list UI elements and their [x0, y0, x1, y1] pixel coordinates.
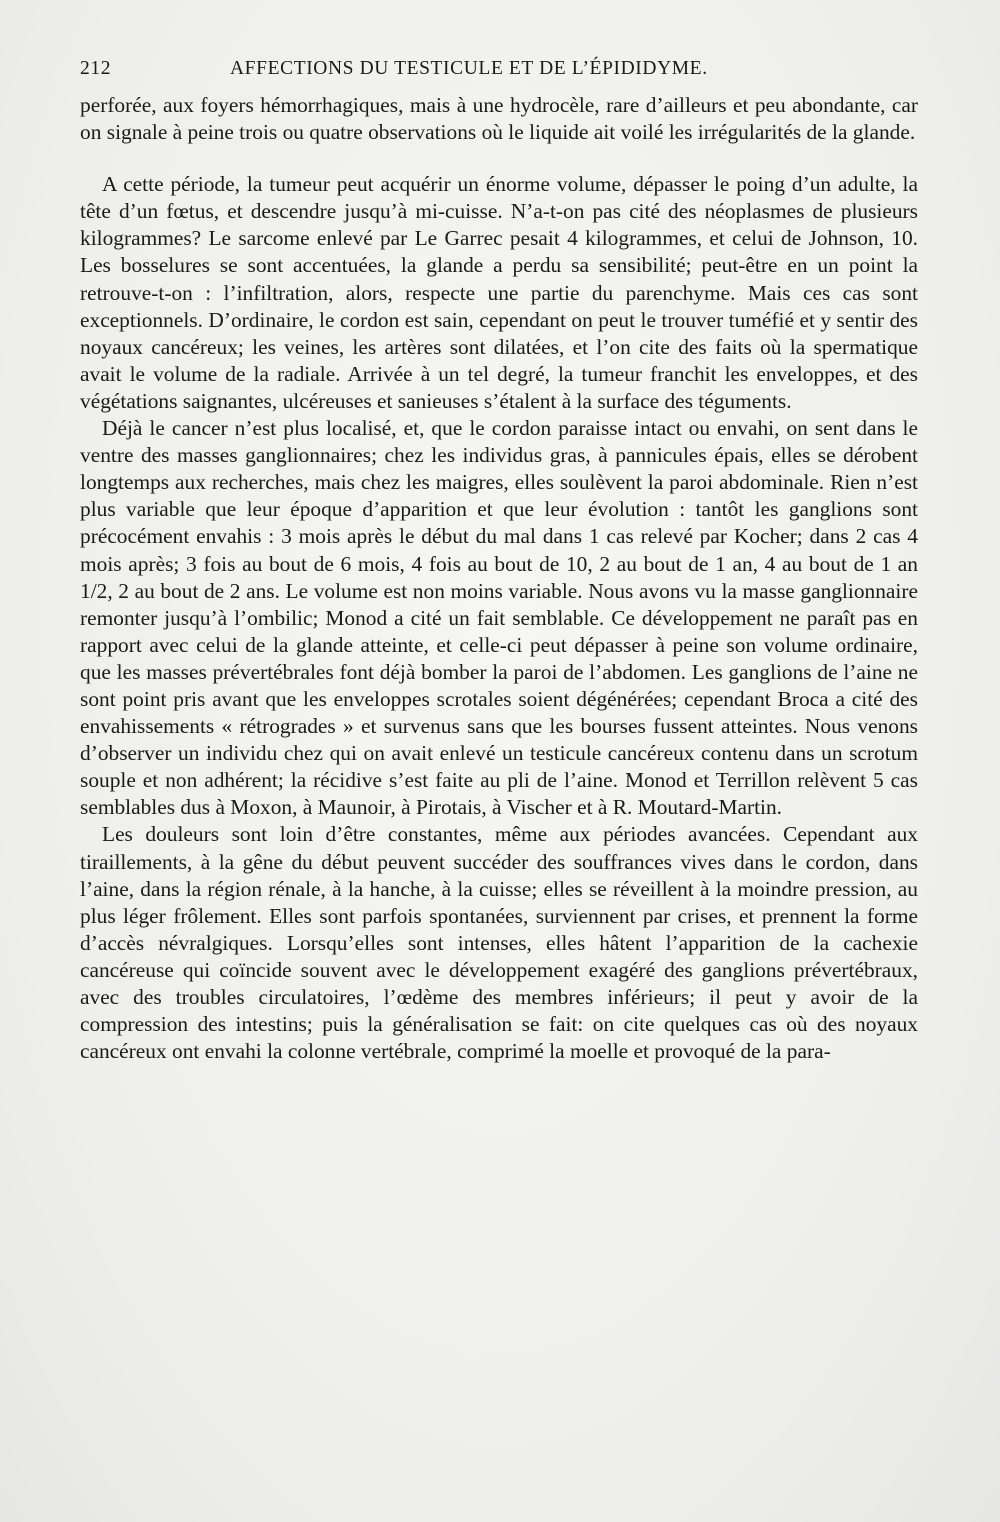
body-text [80, 92, 918, 1065]
paragraph-pain: Les douleurs sont loin d’être constantes, même aux périodes avancées. Cependant aux tiraillements, à la gêne du début peuvent succéder des souffrances vives dans le cordon, dans l’aine, dans la région rénale, à la hanche, à la cuisse; elles se réveillent à la moindre pression, au plus léger frôlement. Elles sont parfois spontanées, surviennent par crises, et prennent la forme d’accès névralgiques. Lorsqu’elles sont intenses, elles hâtent l’apparition de la cachexie cancéreuse qui coïncide souvent avec le développement exagéré des ganglions prévertébraux, avec des troubles circulatoires, l’œdème des membres inférieurs; il peut y avoir de la compression des intestins; puis la généralisation se fait: on cite quelques cas où des noyaux cancéreux ont envahi la colonne vertébrale, comprimé la moelle et provoqué de la para- [80, 822, 918, 1064]
running-title: AFFECTIONS DU TESTICULE ET DE L’ÉPIDIDYME. [230, 58, 708, 79]
paragraph-continuation: perforée, aux foyers hémorrhagiques, mais à une hydrocèle, rare d’ailleurs et peu abondante, car on signale à peine trois ou quatre observations où le liquide ait voilé les irrégularités de la glande. [80, 93, 918, 145]
paragraph-ganglionic-masses: Déjà le cancer n’est plus localisé, et, que le cordon paraisse intact ou envahi, on sent dans le ventre des masses ganglionnaires; chez les individus gras, à pannicules épais, elles se dérobent longtemps aux recherches, mais chez les maigres, elles soulèvent la paroi abdominale. Rien n’est plus variable que leur époque d’apparition et que leur évolution : tantôt les ganglions sont précocément envahis : 3 mois après le début du mal dans 1 cas relevé par Kocher; dans 2 cas 4 mois après; 3 fois au bout de 6 mois, 4 fois au bout de 10, 2 au bout de 1 an, 4 au bout de 1 an 1/2, 2 au bout de 2 ans. Le volume est non moins variable. Nous avons vu la masse ganglionnaire remonter jusqu’à l’ombilic; Monod a cité un fait semblable. Ce développement ne paraît pas en rapport avec celui de la glande atteinte, et celle-ci peut dépasser à peine son volume ordinaire, que les masses prévertébrales font déjà bomber la paroi de l’abdomen. Les ganglions de l’aine ne sont point pris avant que les enveloppes scrotales soient dégénérées; cependant Broca a cité des envahissements « rétrogrades » et survenus sans que les bourses fussent atteintes. Nous venons d’observer un individu chez qui on avait enlevé un testicule cancéreux contenu dans un scrotum souple et non adhérent; la récidive s’est faite au pli de l’aine. Monod et Terrillon relèvent 5 cas semblables dus à Moxon, à Maunoir, à Pirotais, à Vischer et à R. Moutard-Martin. [80, 416, 918, 820]
paragraph-tumor-volume: A cette période, la tumeur peut acquérir un énorme volume, dépasser le poing d’un adulte, la tête d’un fœtus, et descendre jusqu’à mi-cuisse. N’a-t-on pas cité des néoplasmes de plusieurs kilogrammes? Le sarcome enlevé par Le Garrec pesait 4 kilogrammes, et celui de Johnson, 10. Les bosselures se sont accentuées, la glande a perdu sa sensibilité; peut-être en un point la retrouve-t-on : l’infiltration, alors, respecte une partie du parenchyme. Mais ces cas sont exceptionnels. D’ordinaire, le cordon est sain, cependant on peut le trouver tuméfié et y sentir des noyaux cancéreux; les veines, les artères sont dilatées, et l’on cite des faits où la spermatique avait le volume de la radiale. Arrivée à un tel degré, la tumeur franchit les enveloppes, et des végétations saignantes, ulcéreuses et sanieuses s’étalent à la surface des téguments. [80, 172, 918, 413]
page-header [80, 58, 920, 92]
page-number: 212 [80, 58, 112, 79]
